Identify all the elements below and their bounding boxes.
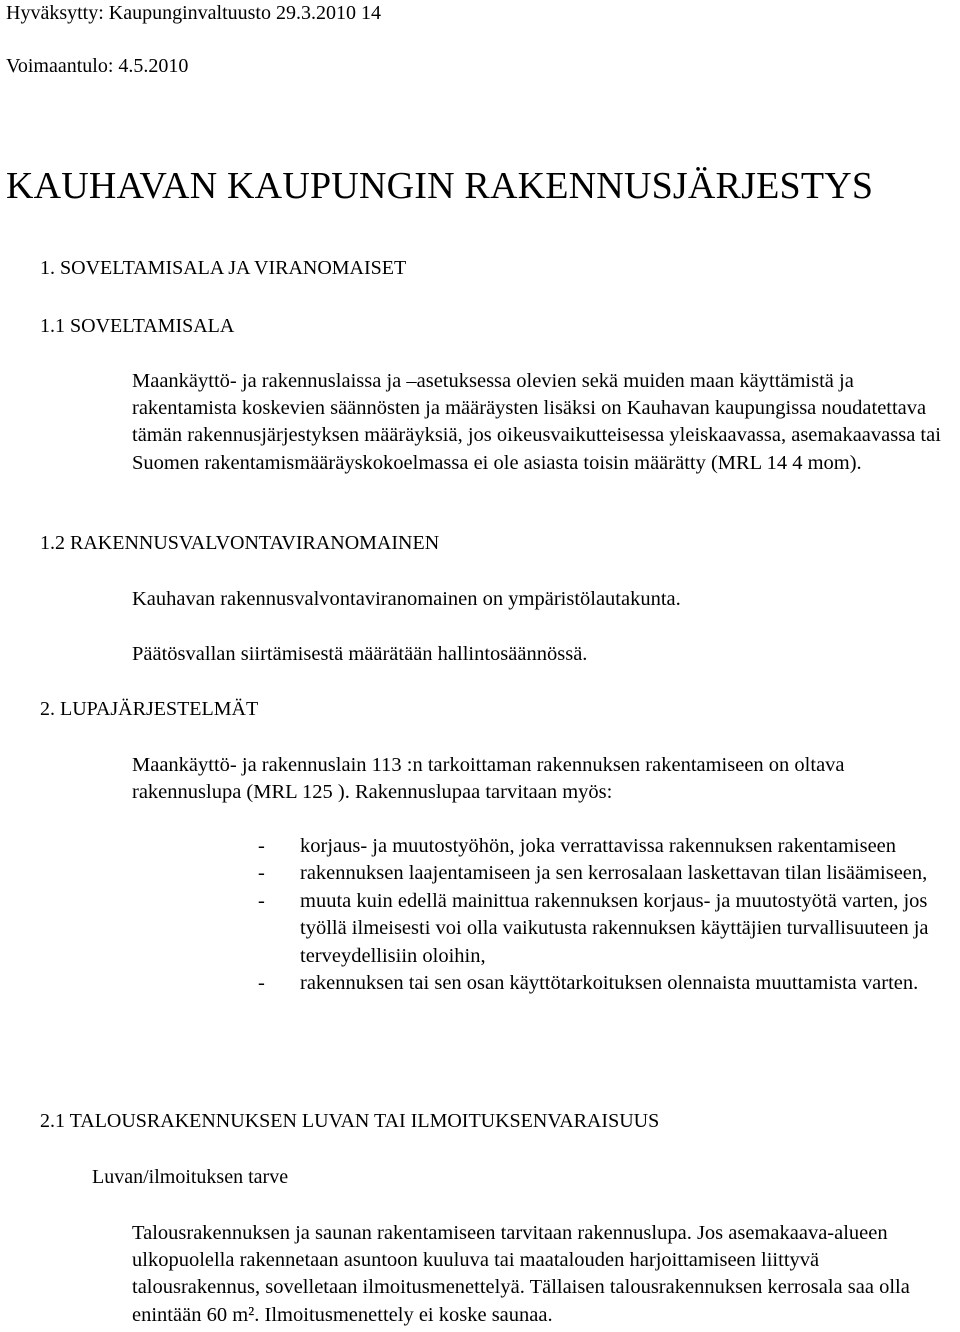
- permit-requirement-list: [258, 833, 938, 997]
- list-item: [258, 888, 938, 970]
- list-item: [258, 970, 938, 997]
- list-item-text: rakennuksen laajentamiseen ja sen kerrosalaan laskettavan tilan lisäämiseen,: [300, 862, 928, 885]
- section-1-1-body: Maankäyttö- ja rakennuslaissa ja –asetuksessa olevien sekä muiden maan käyttämistä ja rakentamista koskevien säännösten ja määräysten lisäksi on Kauhavan kaupungissa noudatettava tämän rakennusjärjestyksen määräyksiä, jos oikeusvaikutteisessa yleiskaavassa, asemakaavassa tai Suomen rakentamismääräyskokoelmassa ei ole asiasta toisin määrätty (MRL 14 4 mom).: [132, 370, 941, 474]
- section-2-heading: 2. LUPAJÄRJESTELMÄT: [40, 698, 259, 720]
- section-2-intro: Maankäyttö- ja rakennuslain 113 :n tarkoittaman rakennuksen rakentamiseen on oltava rakennuslupa (MRL 125 ). Rakennuslupaa tarvitaan myös:: [132, 754, 845, 804]
- section-1-heading: 1. SOVELTAMISALA JA VIRANOMAISET: [40, 257, 407, 279]
- list-item-text: rakennuksen tai sen osan käyttötarkoituksen olennaista muuttamista varten.: [300, 972, 919, 995]
- list-item: [258, 833, 938, 860]
- list-marker: -: [258, 972, 265, 995]
- list-item-text: korjaus- ja muutostyöhön, joka verrattavissa rakennuksen rakentamiseen: [300, 835, 897, 857]
- approval-line: Hyväksytty: Kaupunginvaltuusto 29.3.2010 14: [6, 2, 381, 24]
- section-2-1-subheading: Luvan/ilmoituksen tarve: [92, 1166, 289, 1188]
- section-1-1-heading: 1.1 SOVELTAMISALA: [40, 315, 235, 337]
- list-marker: -: [258, 862, 265, 885]
- section-2-1-body: Talousrakennuksen ja saunan rakentamiseen tarvitaan rakennuslupa. Jos asemakaava-alueen ulkopuolella rakennetaan asuntoon kuuluva tai maatalouden harjoittamiseen liittyvä talousrakennus, sovelletaan ilmoitusmenettelyä. Tällaisen talousrakennuksen kerrosala saa olla enintään 60 m². Ilmoitusmenettely ei koske saunaa.: [132, 1222, 910, 1326]
- section-1-2-body-1: Kauhavan rakennusvalvontaviranomainen on ympäristölautakunta.: [132, 588, 681, 610]
- section-1-2-body-2: Päätösvallan siirtämisestä määrätään hallintosäännössä.: [132, 643, 588, 665]
- list-marker: -: [258, 835, 265, 857]
- section-2-1-heading: 2.1 TALOUSRAKENNUKSEN LUVAN TAI ILMOITUKSENVARAISUUS: [40, 1110, 660, 1132]
- list-item-text: muuta kuin edellä mainittua rakennuksen korjaus- ja muutostyötä varten, jos työllä ilmeisesti voi olla vaikutusta rakennuksen käyttäjien turvallisuuteen ja terveydellisiin oloihin,: [300, 889, 929, 967]
- list-marker: -: [258, 889, 265, 912]
- section-1-2-heading: 1.2 RAKENNUSVALVONTAVIRANOMAINEN: [40, 532, 440, 554]
- list-item: [258, 860, 938, 887]
- document-title: KAUHAVAN KAUPUNGIN RAKENNUSJÄRJESTYS: [6, 165, 874, 207]
- effective-date-line: Voimaantulo: 4.5.2010: [6, 55, 189, 77]
